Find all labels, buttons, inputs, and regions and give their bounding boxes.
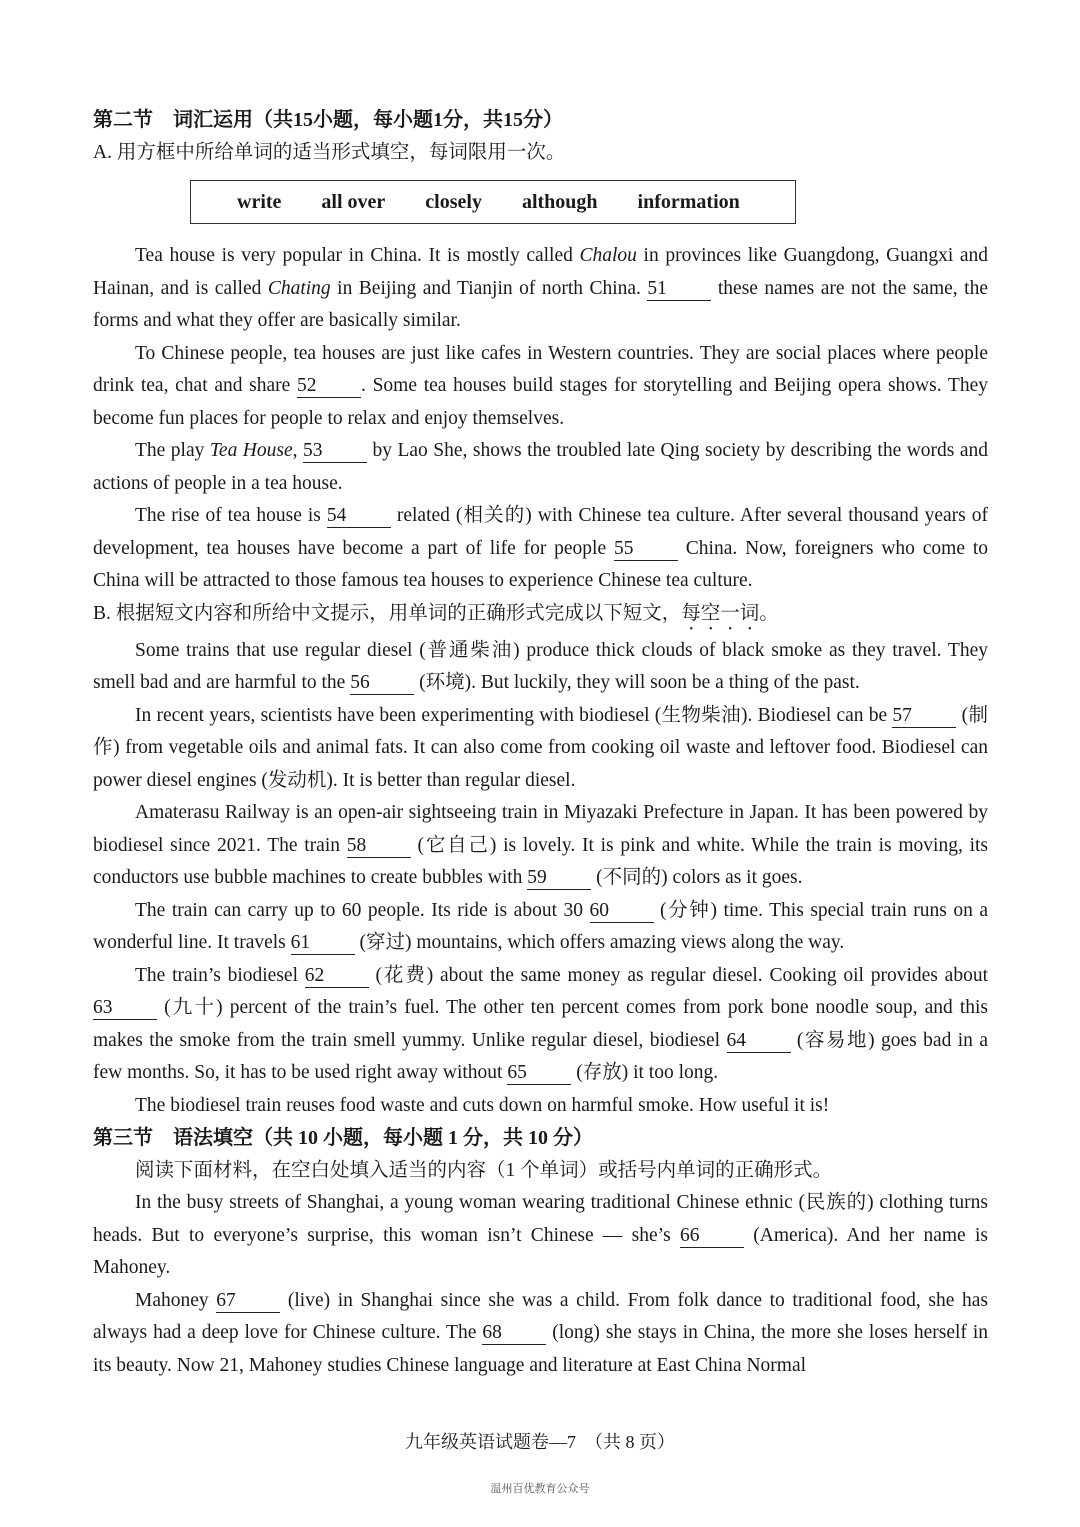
blank-63[interactable]: 63: [93, 997, 157, 1020]
partB-paragraph-2: In recent years, scientists have been experimenting with biodiesel (生物柴油). Biodiesel can be 57 (制作) from vegetable oils and animal fats. It can also come from cooking oil waste and leftover food. Biodiesel can power diesel engines (发动机). It is better than regular diesel.: [93, 704, 988, 791]
blank-59[interactable]: 59: [527, 867, 591, 890]
blank-65[interactable]: 65: [507, 1062, 571, 1085]
partB-paragraph-6: The biodiesel train reuses food waste and cuts down on harmful smoke. How useful it is!: [135, 1094, 830, 1116]
blank-54[interactable]: 54: [327, 505, 391, 528]
word-box: [190, 180, 796, 224]
section2-title: 第二节 词汇运用（共15小题，每小题1分，共15分）: [93, 109, 563, 131]
blank-64[interactable]: 64: [727, 1030, 791, 1053]
blank-67[interactable]: 67: [216, 1290, 280, 1313]
blank-57[interactable]: 57: [892, 705, 956, 728]
blank-60[interactable]: 60: [590, 900, 654, 923]
partA-paragraph-1: Tea house is very popular in China. It is mostly called Chalou in provinces like Guangdong, Guangxi and Hainan, and is called Chating in Beijing and Tianjin of north China. 51 these names are not the same, the forms and what they offer are basically similar.: [93, 245, 989, 331]
partB-paragraph-1: Some trains that use regular diesel (普通柴油) produce thick clouds of black smoke as they travel. They smell bad and are harmful to the 56 (环境). But luckily, they will soon be a thing of the past.: [93, 639, 988, 693]
partB-paragraph-3: Amaterasu Railway is an open-air sightseeing train in Miyazaki Prefecture in Japan. It has been powered by biodiesel since 2021. The train 58 (它自己) is lovely. It is pink and white. While the train is moving, its conductors use bubble machines to create bubbles with 59 (不同的) colors as it goes.: [93, 802, 988, 888]
blank-68[interactable]: 68: [482, 1322, 546, 1345]
partA-paragraph-3: The play Tea House, 53 by Lao She, shows the troubled late Qing society by describing the words and actions of people in a tea house.: [93, 440, 989, 494]
word-box-item: write: [237, 190, 282, 213]
section3-instruction: 阅读下面材料，在空白处填入适当的内容（1 个单词）或括号内单词的正确形式。: [135, 1159, 833, 1181]
word-box-item: information: [637, 190, 740, 213]
partB-instruction: B. 根据短文内容和所给中文提示，用单词的正确形式完成以下短文，每空一词。: [93, 602, 779, 624]
word-box-item: although: [521, 190, 598, 213]
blank-62[interactable]: 62: [305, 965, 369, 988]
emphasis-dots: 每空一词: [681, 602, 760, 624]
partA-paragraph-4: The rise of tea house is 54 related (相关的) with Chinese tea culture. After several thousand years of development, tea houses have become a part of life for people 55 China. Now, foreigners who come to China will be attracted to those famous tea houses to experience Chinese tea culture.: [93, 505, 988, 591]
blank-56[interactable]: 56: [350, 672, 414, 695]
section3-paragraph-2: Mahoney 67 (live) in Shanghai since she was a child. From folk dance to traditional food, she has always had a deep love for Chinese culture. The 68 (long) she stays in China, the more she loses herself in its beauty. Now 21, Mahoney studies Chinese language and literature at East China Normal: [93, 1289, 988, 1376]
word-box-item: closely: [425, 190, 482, 213]
blank-55[interactable]: 55: [614, 538, 678, 561]
partB-paragraph-5: The train’s biodiesel 62 (花费) about the same money as regular diesel. Cooking oil provides about 63 (九十) percent of the train’s fuel. The other ten percent comes from pork bone noodle soup, and this makes the smoke from the train smell yummy. Unlike regular diesel, biodiesel 64 (容易地) goes bad in a few months. So, it has to be used right away without 65 (存放) it too long.: [93, 964, 988, 1083]
page-footer: 九年级英语试题卷—7 （共 8 页）: [405, 1432, 675, 1452]
blank-52[interactable]: 52: [297, 375, 361, 398]
partB-paragraph-4: The train can carry up to 60 people. Its ride is about 30 60 (分钟) time. This special train runs on a wonderful line. It travels 61 (穿过) mountains, which offers amazing views along the way.: [93, 899, 988, 953]
blank-53[interactable]: 53: [303, 440, 367, 463]
watermark: 温州百优教育公众号: [490, 1483, 590, 1495]
partA-paragraph-2: To Chinese people, tea houses are just like cafes in Western countries. They are social places where people drink tea, chat and share 52 . Some tea houses build stages for storytelling and Beijing opera shows. They become fun places for people to relax and enjoy themselves.: [93, 342, 988, 429]
word-box-item: all over: [321, 190, 386, 213]
blank-61[interactable]: 61: [291, 932, 355, 955]
section3-title: 第三节 语法填空（共 10 小题，每小题 1 分，共 10 分）: [93, 1127, 593, 1149]
partA-instruction: A. 用方框中所给单词的适当形式填空，每词限用一次。: [93, 141, 566, 163]
blank-66[interactable]: 66: [680, 1225, 744, 1248]
blank-58[interactable]: 58: [347, 835, 411, 858]
page-content: [93, 104, 988, 1382]
section3-paragraph-1: In the busy streets of Shanghai, a young woman wearing traditional Chinese ethnic (民族的) clothing turns heads. But to everyone’s surprise, this woman isn’t Chinese — she’s 66 (America). And her name is Mahoney.: [93, 1192, 988, 1278]
blank-51[interactable]: 51: [647, 278, 711, 301]
